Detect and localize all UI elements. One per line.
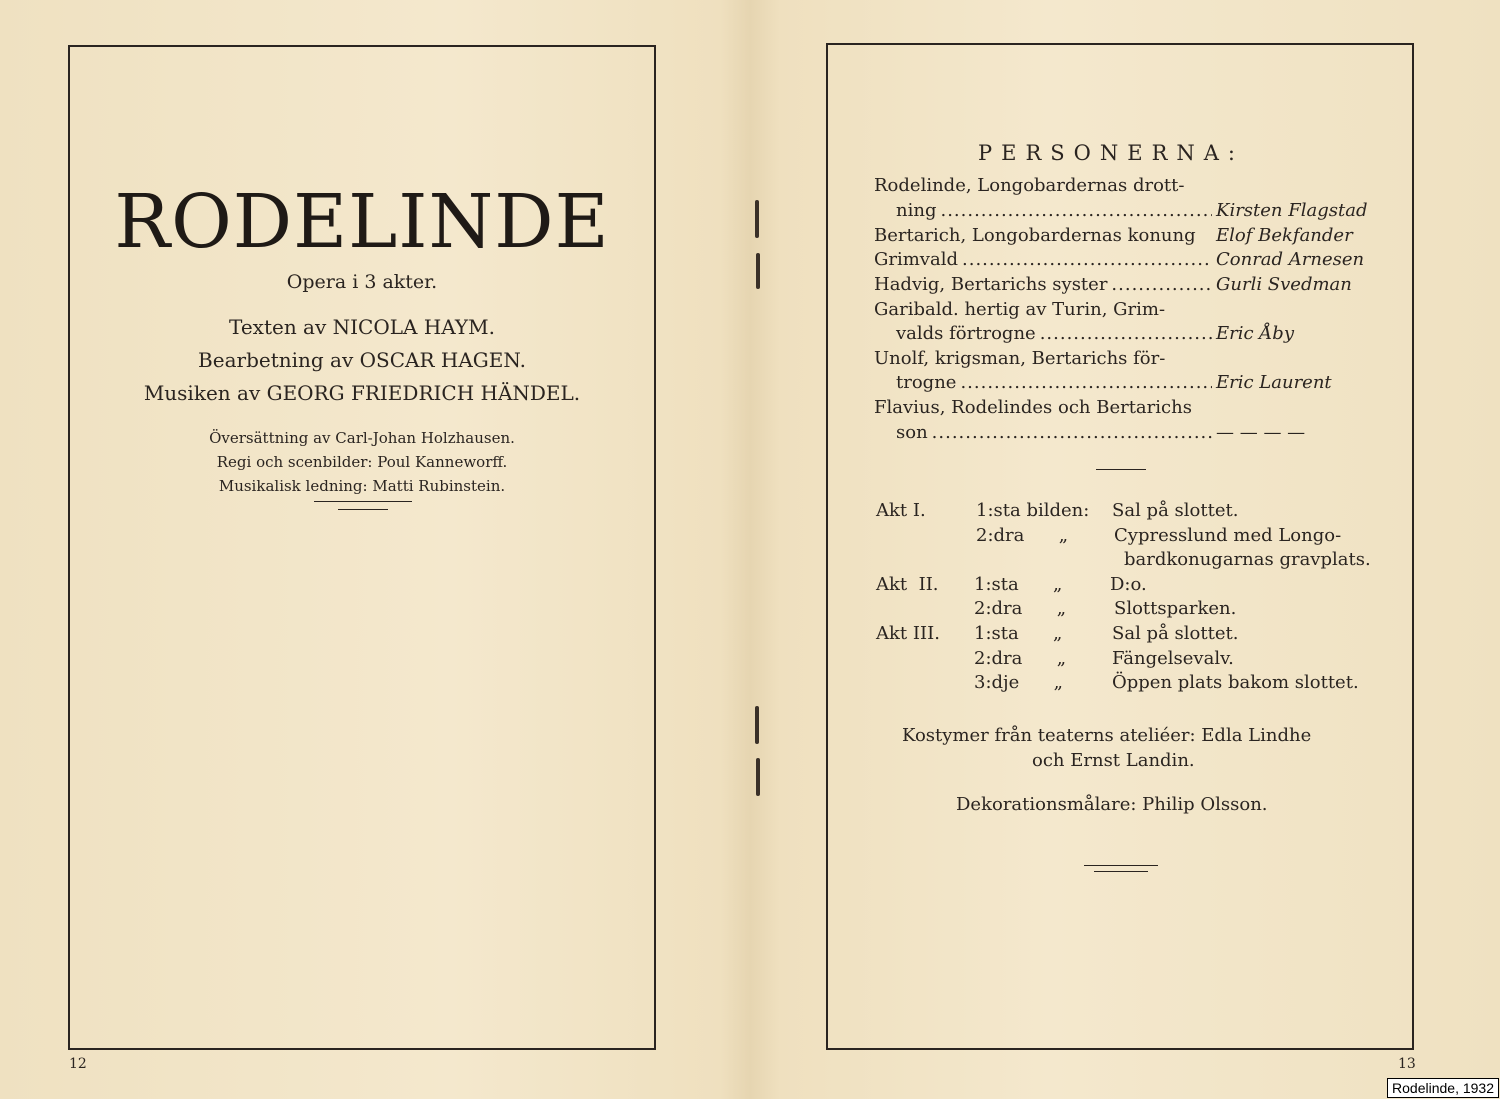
staple — [756, 253, 760, 289]
cast-role: ning — [896, 200, 937, 221]
cast-role: trogne — [896, 372, 957, 393]
scene-act: Akt I. — [876, 500, 926, 521]
costumes-credit: Kostymer från teaterns ateliéer: Edla Lindhe — [902, 725, 1312, 746]
right-page-frame — [826, 43, 1414, 1050]
scene-picture: 2:dra „ — [974, 598, 1067, 619]
opera-title: RODELINDE — [114, 179, 610, 265]
scene-picture: 2:dra „ — [974, 648, 1067, 669]
staff-direction: Regi och scenbilder: Poul Kanneworff. — [216, 453, 508, 471]
divider — [1094, 871, 1148, 872]
divider — [1084, 865, 1158, 866]
scene-place: D:o. — [1110, 574, 1147, 595]
cast-role: son — [896, 422, 928, 443]
cast-role: Garibald. hertig av Turin, Grim- — [874, 299, 1166, 320]
leader-dots — [940, 200, 1212, 221]
scene-place: Öppen plats bakom slottet. — [1112, 672, 1359, 693]
leader-dots — [962, 249, 1212, 270]
cast-role: Bertarich, Longobardernas konung — [874, 225, 1196, 246]
cast-actor: Kirsten Flagstad — [1216, 200, 1368, 221]
cast-actor: Conrad Arnesen — [1216, 249, 1365, 270]
divider — [1096, 469, 1146, 470]
page-number-left: 12 — [69, 1056, 87, 1072]
scene-act: Akt III. — [876, 623, 940, 644]
credit-text: Texten av NICOLA HAYM. — [229, 315, 495, 339]
divider — [314, 501, 412, 502]
leader-dots — [1040, 323, 1212, 344]
cast-role: Grimvald — [874, 249, 958, 270]
divider — [338, 509, 388, 510]
scene-place: Sal på slottet. — [1112, 623, 1239, 644]
staple — [755, 706, 759, 744]
scene-picture: 1:sta „ — [974, 623, 1063, 644]
cast-row — [874, 274, 1216, 295]
opera-subtitle: Opera i 3 akter. — [286, 271, 438, 293]
scene-picture: 1:sta bilden: — [976, 500, 1090, 521]
staple — [756, 758, 760, 796]
left-page-frame — [68, 45, 656, 1050]
scene-act: Akt II. — [876, 574, 939, 595]
image-caption: Rodelinde, 1932 — [1387, 1078, 1499, 1098]
leader-dots — [932, 422, 1212, 443]
staff-translation: Översättning av Carl-Johan Holzhausen. — [209, 429, 515, 447]
cast-actor: Eric Åby — [1216, 323, 1294, 344]
cast-role: Flavius, Rodelindes och Bertarichs — [874, 397, 1192, 418]
scene-place: Fängelsevalv. — [1112, 648, 1234, 669]
cast-row — [874, 249, 1216, 270]
scene-picture: 3:dje „ — [974, 672, 1063, 693]
cast-row — [896, 323, 1216, 344]
decoration-credit: Dekorationsmålare: Philip Olsson. — [956, 794, 1268, 815]
cast-role: Rodelinde, Longobardernas drott- — [874, 175, 1185, 196]
cast-row — [896, 422, 1216, 443]
scene-picture: 2:dra „ — [976, 525, 1069, 546]
credit-music: Musiken av GEORG FRIEDRICH HÄNDEL. — [143, 381, 581, 405]
cast-heading: PERSONERNA: — [978, 141, 1245, 165]
cast-actor: Eric Laurent — [1216, 372, 1332, 393]
cast-role: valds förtrogne — [896, 323, 1036, 344]
leader-dots — [960, 372, 1212, 393]
credit-adaptation: Bearbetning av OSCAR HAGEN. — [198, 348, 526, 372]
scene-place: Slottsparken. — [1114, 598, 1237, 619]
scene-picture: 1:sta „ — [974, 574, 1063, 595]
cast-role: Unolf, krigsman, Bertarichs för- — [874, 348, 1166, 369]
staple — [755, 200, 759, 238]
cast-actor: Elof Bekfander — [1216, 225, 1353, 246]
scene-place: bardkonugarnas gravplats. — [1124, 549, 1371, 570]
scene-place: Sal på slottet. — [1112, 500, 1239, 521]
page-number-right: 13 — [1398, 1056, 1416, 1072]
cast-role: Hadvig, Bertarichs syster — [874, 274, 1108, 295]
leader-dots — [1111, 274, 1212, 295]
staff-conductor: Musikalisk ledning: Matti Rubinstein. — [218, 477, 506, 495]
cast-row — [896, 372, 1216, 393]
cast-actor: Gurli Svedman — [1216, 274, 1352, 295]
cast-row — [896, 200, 1216, 221]
cast-actor: — — — — — [1216, 422, 1306, 443]
scene-place: Cypresslund med Longo- — [1114, 525, 1342, 546]
costumes-credit: och Ernst Landin. — [1032, 750, 1195, 771]
